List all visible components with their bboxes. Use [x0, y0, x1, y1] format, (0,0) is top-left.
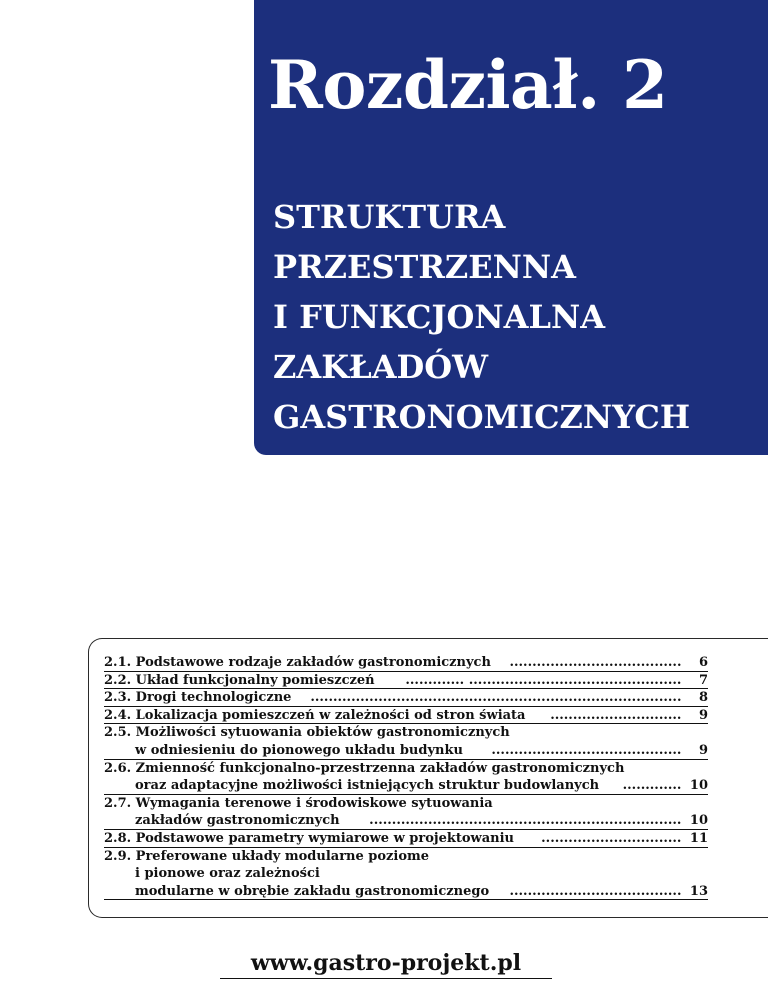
toc-page-number: 11: [689, 830, 708, 846]
toc-dots: ...............................: [541, 830, 682, 846]
toc-dots: .....................................................................: [369, 813, 682, 829]
toc-entry-2-1[interactable]: [104, 654, 708, 672]
toc-page-number: 9: [698, 742, 708, 758]
toc-leader: [308, 689, 708, 707]
toc-entry-2-7-continued[interactable]: [104, 812, 708, 830]
toc-page-number: 7: [698, 672, 708, 688]
toc-entry-text: 2.5. Możliwości sytuowania obiektów gastronomicznych: [104, 725, 510, 741]
toc-dots: ............. ...............................................: [405, 672, 682, 688]
toc-entry-2-8[interactable]: [104, 830, 708, 848]
toc-dots: ..................................................................................: [310, 690, 682, 706]
toc-leader: [507, 883, 708, 901]
toc-entry-2-9[interactable]: [104, 848, 708, 866]
toc-dots: .............: [622, 778, 682, 794]
toc-leader: [621, 777, 708, 795]
toc-entry-text: 2.1. Podstawowe rodzaje zakładów gastronomicznych: [104, 655, 491, 670]
chapter-title: [273, 192, 690, 442]
toc-dots: .............................: [550, 707, 682, 723]
toc-entry-2-5[interactable]: [104, 724, 708, 742]
toc-entry-text: 2.4. Lokalizacja pomieszczeń w zależności od stron świata: [104, 707, 526, 723]
toc-entry-2-6[interactable]: [104, 760, 708, 778]
toc-entry-text: 2.9. Preferowane układy modularne poziome: [104, 848, 430, 864]
toc-page-number: 9: [698, 707, 708, 723]
toc-page-number: 6: [698, 655, 708, 670]
chapter-title-line: PRZESTRZENNA: [273, 248, 576, 286]
toc-page-number: 10: [689, 813, 708, 829]
toc-dots: ......................................: [509, 883, 682, 899]
chapter-header-panel: [254, 0, 768, 455]
toc-entry-2-2[interactable]: [104, 672, 708, 690]
toc-dots: ......................................: [509, 655, 682, 670]
chapter-title-line: I FUNKCJONALNA: [273, 298, 606, 336]
toc-page-number: 8: [698, 690, 708, 706]
toc-page-number: 10: [689, 778, 708, 794]
toc-leader: [489, 742, 708, 760]
toc-dots: ..........................................: [491, 742, 682, 758]
toc-entry-text: 2.2. Układ funkcjonalny pomieszczeń: [104, 672, 375, 688]
toc-entry-text: modularne w obrębie zakładu gastronomicznego: [135, 883, 490, 899]
toc-entry-2-3[interactable]: [104, 689, 708, 707]
toc-entry-2-5-continued[interactable]: [104, 742, 708, 760]
toc-leader: [507, 654, 708, 672]
toc-entry-text: i pionowe oraz zależności: [135, 866, 320, 882]
toc-entry-2-4[interactable]: [104, 707, 708, 725]
chapter-title-line: ZAKŁADÓW: [273, 348, 489, 386]
toc-entry-text: 2.7. Wymagania terenowe i środowiskowe sytuowania: [104, 795, 493, 811]
toc-entry-text: 2.3. Drogi technologiczne: [104, 690, 292, 706]
toc-entry-text: 2.6. Zmienność funkcjonalno-przestrzenna zakładów gastronomicznych: [104, 760, 625, 776]
toc-leader: [403, 672, 708, 690]
toc-leader: [367, 812, 708, 830]
toc-entry-2-7[interactable]: [104, 795, 708, 813]
toc-entry-2-6-continued[interactable]: [104, 777, 708, 795]
chapter-number: Rozdział. 2: [268, 46, 668, 124]
toc-entry-text: 2.8. Podstawowe parametry wymiarowe w projektowaniu: [104, 830, 515, 846]
toc-entry-text: w odniesieniu do pionowego układu budynku: [135, 742, 463, 758]
toc-entry-2-9-continued[interactable]: [104, 865, 708, 883]
website-url[interactable]: www.gastro-projekt.pl: [220, 950, 552, 979]
toc-entry-2-9-continued[interactable]: [104, 883, 708, 901]
toc-entry-text: zakładów gastronomicznych: [135, 813, 340, 829]
toc-leader: [548, 707, 708, 725]
table-of-contents: [104, 654, 708, 900]
chapter-title-line: GASTRONOMICZNYCH: [273, 398, 691, 436]
toc-leader: [539, 830, 708, 848]
toc-page-number: 13: [689, 883, 708, 899]
toc-entry-text: oraz adaptacyjne możliwości istniejących struktur budowlanych: [135, 778, 600, 794]
chapter-title-line: STRUKTURA: [273, 198, 506, 236]
